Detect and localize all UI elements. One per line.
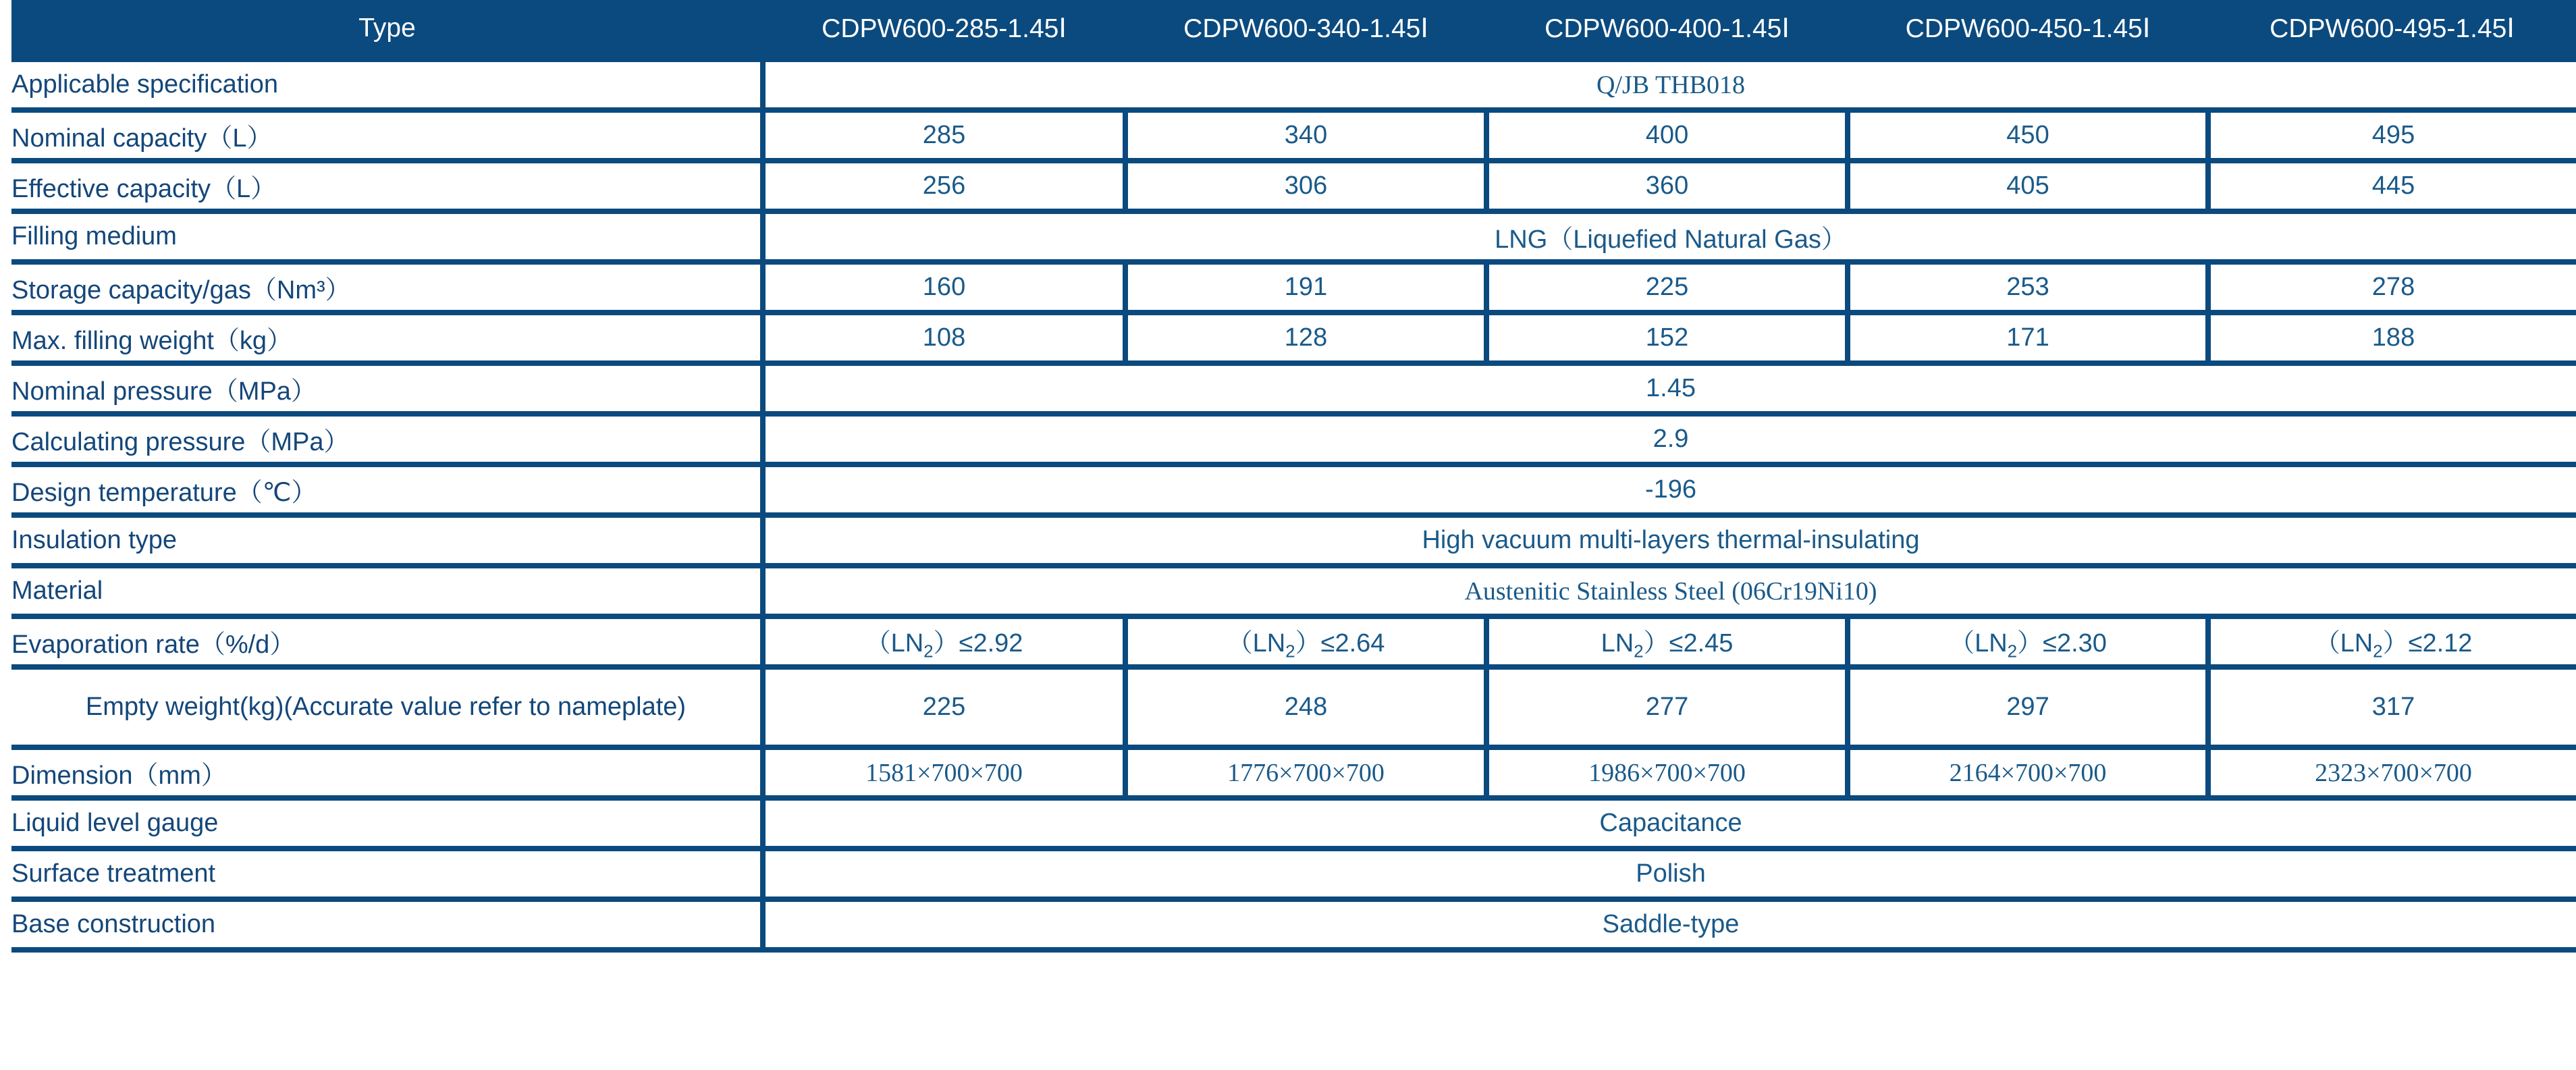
row-value: Capacitance — [763, 798, 2576, 849]
row-label: Storage capacity/gas（Nm³） — [11, 262, 763, 313]
row-surface-treatment — [11, 849, 2576, 899]
row-label: Calculating pressure（MPa） — [11, 414, 763, 464]
evaporation-suffix: ）≤2.64 — [1295, 628, 1385, 658]
row-value: 2323×700×700 — [2208, 747, 2576, 798]
row-value: 171 — [1848, 313, 2208, 363]
row-nominal-pressure — [11, 363, 2576, 414]
header-row — [11, 0, 2576, 59]
row-design-temperature — [11, 464, 2576, 515]
row-label: Insulation type — [11, 515, 763, 566]
row-label: Filling medium — [11, 211, 763, 262]
row-value: 306 — [1125, 161, 1486, 211]
row-value — [1848, 616, 2208, 667]
row-value: 160 — [763, 262, 1125, 313]
row-filling-medium — [11, 211, 2576, 262]
evaporation-suffix: ）≤2.30 — [2017, 628, 2107, 658]
row-value: 317 — [2208, 667, 2576, 747]
row-value: -196 — [763, 464, 2576, 515]
evaporation-prefix: （LN — [1227, 628, 1286, 658]
row-evaporation-rate — [11, 616, 2576, 667]
row-label: Dimension（mm） — [11, 747, 763, 798]
row-label: Max. filling weight（kg） — [11, 313, 763, 363]
row-label: Nominal capacity（L） — [11, 110, 763, 161]
row-value: 253 — [1848, 262, 2208, 313]
row-empty-weight — [11, 667, 2576, 747]
row-value: 405 — [1848, 161, 2208, 211]
row-value: 108 — [763, 313, 1125, 363]
row-value — [2208, 616, 2576, 667]
evaporation-subscript: 2 — [2007, 641, 2018, 662]
row-label: Material — [11, 566, 763, 616]
evaporation-subscript: 2 — [923, 641, 934, 662]
row-label: Nominal pressure（MPa） — [11, 363, 763, 414]
row-label: Evaporation rate（%/d） — [11, 616, 763, 667]
row-calculating-pressure — [11, 414, 2576, 464]
evaporation-prefix: （LN — [1949, 628, 2008, 658]
row-value: High vacuum multi-layers thermal-insulating — [763, 515, 2576, 566]
row-value: 285 — [763, 110, 1125, 161]
row-value: 495 — [2208, 110, 2576, 161]
row-value: 450 — [1848, 110, 2208, 161]
row-effective-capacity — [11, 161, 2576, 211]
row-value: 225 — [1486, 262, 1848, 313]
row-dimension — [11, 747, 2576, 798]
row-value: Saddle-type — [763, 899, 2576, 950]
model-header: CDPW600-340-1.45Ⅰ — [1125, 0, 1486, 59]
row-value: 277 — [1486, 667, 1848, 747]
type-header: Type — [11, 0, 763, 59]
row-value: Q/JB THB018 — [763, 59, 2576, 110]
row-value: 188 — [2208, 313, 2576, 363]
row-value: 152 — [1486, 313, 1848, 363]
row-value: 248 — [1125, 667, 1486, 747]
model-header: CDPW600-450-1.45Ⅰ — [1848, 0, 2208, 59]
row-value: 340 — [1125, 110, 1486, 161]
row-value: 2.9 — [763, 414, 2576, 464]
row-value: 1581×700×700 — [763, 747, 1125, 798]
row-insulation-type — [11, 515, 2576, 566]
model-header: CDPW600-285-1.45Ⅰ — [763, 0, 1125, 59]
row-value: 445 — [2208, 161, 2576, 211]
row-label: Liquid level gauge — [11, 798, 763, 849]
row-material — [11, 566, 2576, 616]
evaporation-suffix: ）≤2.12 — [2382, 628, 2473, 658]
model-header: CDPW600-400-1.45Ⅰ — [1486, 0, 1848, 59]
row-value: 225 — [763, 667, 1125, 747]
model-header: CDPW600-495-1.45Ⅰ — [2208, 0, 2576, 59]
evaporation-subscript: 2 — [1634, 641, 1644, 662]
row-max-filling-weight — [11, 313, 2576, 363]
evaporation-prefix: （LN — [865, 628, 924, 658]
row-label: Applicable specification — [11, 59, 763, 110]
row-label: Surface treatment — [11, 849, 763, 899]
row-label: Empty weight(kg)(Accurate value refer to nameplate) — [11, 667, 763, 747]
row-value: 1986×700×700 — [1486, 747, 1848, 798]
row-value: 191 — [1125, 262, 1486, 313]
row-value: 297 — [1848, 667, 2208, 747]
evaporation-suffix: ）≤2.92 — [933, 628, 1023, 658]
row-label: Design temperature（℃） — [11, 464, 763, 515]
row-base-construction — [11, 899, 2576, 950]
spec-table — [11, 0, 2576, 953]
row-value: 360 — [1486, 161, 1848, 211]
row-value: 1.45 — [763, 363, 2576, 414]
row-label: Effective capacity（L） — [11, 161, 763, 211]
row-liquid-level-gauge — [11, 798, 2576, 849]
row-value: 256 — [763, 161, 1125, 211]
row-applicable-specification — [11, 59, 2576, 110]
evaporation-subscript: 2 — [2373, 641, 2383, 662]
row-value: Polish — [763, 849, 2576, 899]
row-value: 278 — [2208, 262, 2576, 313]
evaporation-subscript: 2 — [1285, 641, 1295, 662]
row-value — [1125, 616, 1486, 667]
row-value: 1776×700×700 — [1125, 747, 1486, 798]
row-value: 2164×700×700 — [1848, 747, 2208, 798]
row-value — [763, 616, 1125, 667]
row-value — [1486, 616, 1848, 667]
row-nominal-capacity — [11, 110, 2576, 161]
row-value: LNG（Liquefied Natural Gas） — [763, 211, 2576, 262]
row-label: Base construction — [11, 899, 763, 950]
evaporation-prefix: （LN — [2314, 628, 2373, 658]
row-value: 400 — [1486, 110, 1848, 161]
row-value: 128 — [1125, 313, 1486, 363]
evaporation-suffix: ）≤2.45 — [1643, 628, 1734, 658]
row-value: Austenitic Stainless Steel (06Cr19Ni10) — [763, 566, 2576, 616]
evaporation-prefix: LN — [1601, 628, 1634, 658]
row-storage-capacity — [11, 262, 2576, 313]
